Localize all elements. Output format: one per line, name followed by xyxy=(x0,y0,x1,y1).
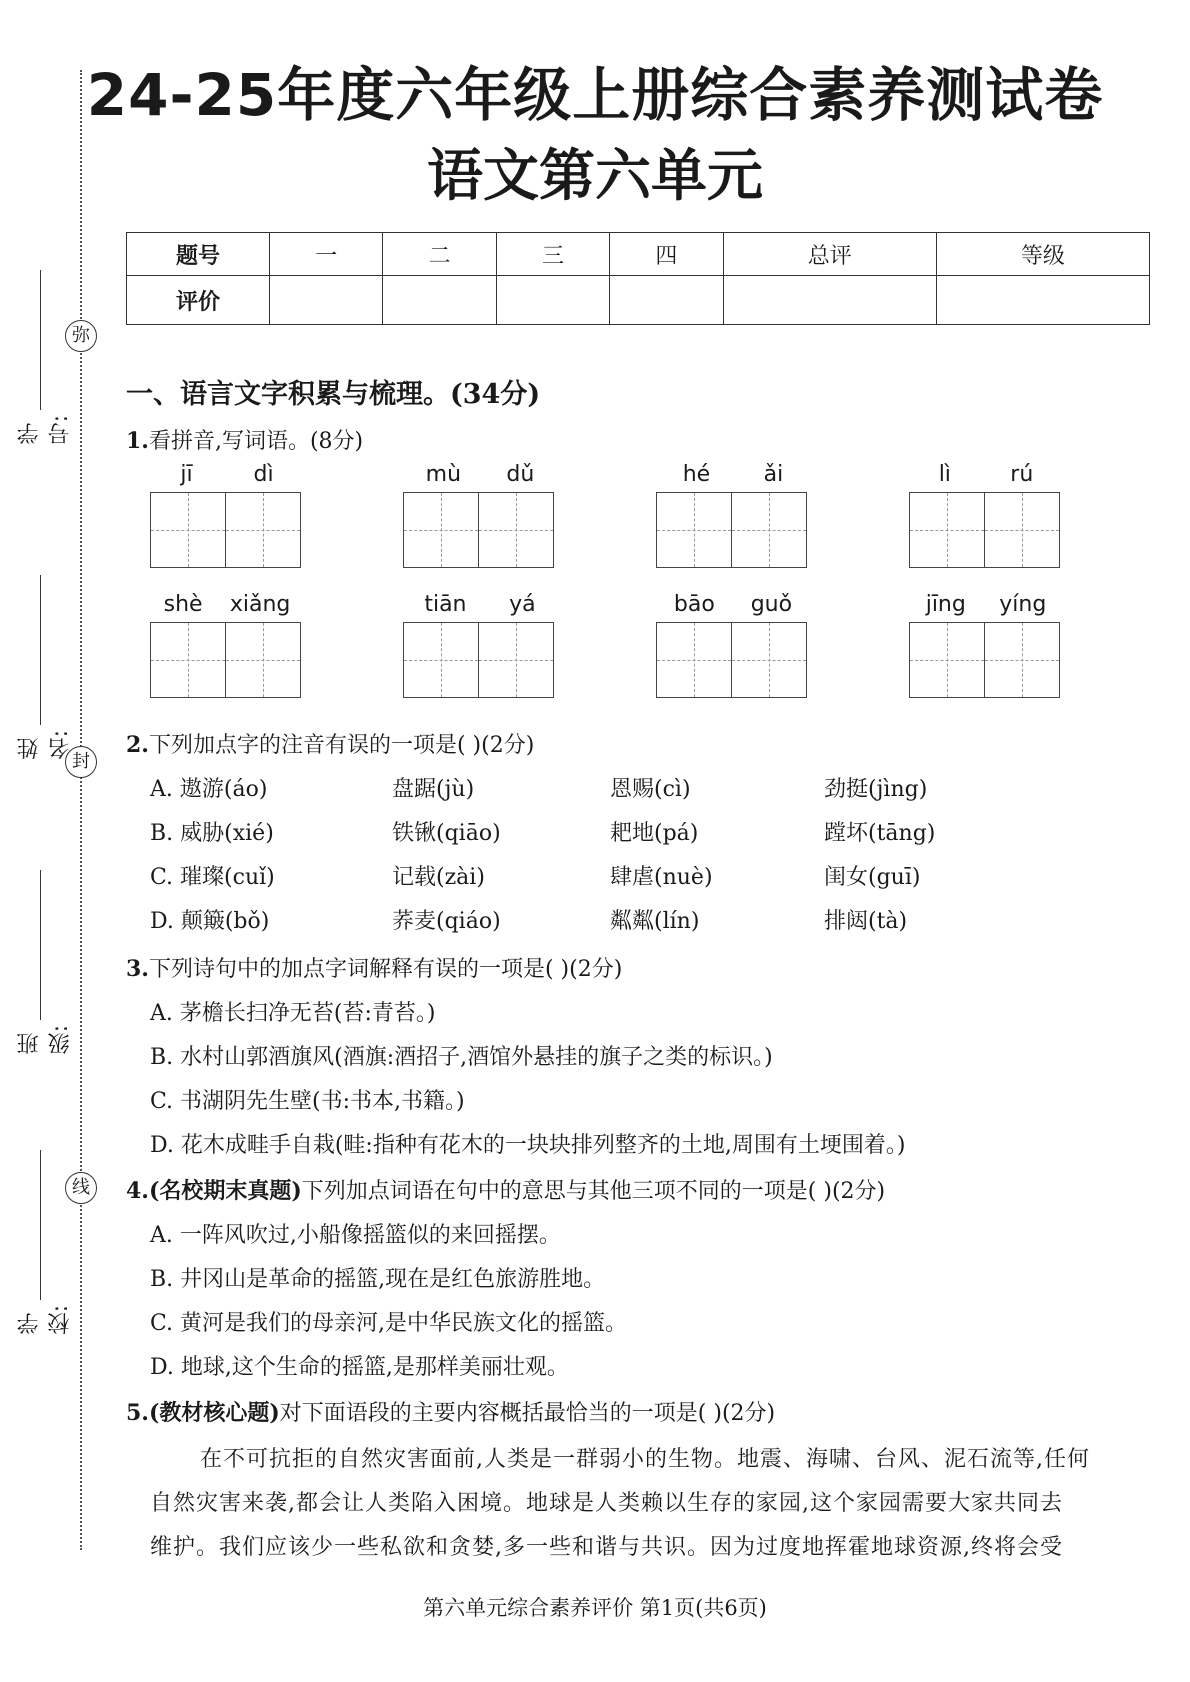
pinyin-word-box[interactable] xyxy=(403,462,557,568)
pinyin-syllable: bāo xyxy=(673,592,715,617)
q4-option[interactable]: C. 黄河是我们的母亲河,是中华民族文化的摇篮。 xyxy=(150,1311,628,1336)
score-cell[interactable] xyxy=(936,276,1149,325)
pinyin-syllable: shè xyxy=(163,592,203,617)
q2-option-item[interactable]: A. 遨游(áo) xyxy=(150,777,268,802)
q2-option-item: 排闼(tà) xyxy=(824,909,908,934)
q3-option[interactable]: C. 书湖阴先生壁(书:书本,书籍。) xyxy=(150,1089,465,1114)
passage-line: 自然灾害来袭,都会让人类陷入困境。地球是人类赖以生存的家园,这个家园需要大家共同去 xyxy=(150,1491,1063,1516)
q3-option[interactable]: D. 花木成畦手自栽(畦:指种有花木的一块块排列整齐的土地,周围有土埂围着。) xyxy=(150,1133,906,1158)
passage-line: 在不可抗拒的自然灾害面前,人类是一群弱小的生物。地震、海啸、台风、泥石流等,任何 xyxy=(200,1447,1090,1472)
row-label: 评价 xyxy=(127,276,270,325)
pinyin-word-box[interactable] xyxy=(150,462,304,568)
pinyin-syllable: yá xyxy=(509,592,536,617)
page-title: 24-25年度六年级上册综合素养测试卷 xyxy=(86,61,1104,129)
writing-cell[interactable] xyxy=(150,492,226,568)
writing-cell[interactable] xyxy=(656,622,732,698)
pinyin-syllable: xiǎng xyxy=(229,592,291,617)
seal-feng: 封 xyxy=(65,746,97,778)
pinyin-word-box[interactable] xyxy=(656,592,810,698)
pinyin-syllable: hé xyxy=(682,462,711,487)
writing-cell[interactable] xyxy=(909,492,985,568)
pinyin-word-box[interactable] xyxy=(909,592,1063,698)
pinyin-syllable: tiān xyxy=(424,592,467,617)
writing-cell[interactable] xyxy=(150,622,226,698)
header-cell: 题号 xyxy=(127,233,270,276)
seal-xian: 线 xyxy=(65,1172,97,1204)
header-cell: 二 xyxy=(383,233,496,276)
writing-cell[interactable] xyxy=(478,492,554,568)
pinyin-syllable: guǒ xyxy=(750,592,793,617)
section-title: 一、语言文字积累与梳理。(34分) xyxy=(126,379,541,410)
q2-option-item[interactable]: B. 威胁(xié) xyxy=(150,821,274,846)
question-1: 1.看拼音,写词语。(8分) xyxy=(126,428,364,454)
pinyin-label xyxy=(656,462,810,492)
pinyin-label xyxy=(403,592,557,622)
pinyin-label xyxy=(150,462,304,492)
header-cell: 总评 xyxy=(723,233,936,276)
pinyin-syllable: mù xyxy=(425,462,462,487)
writing-cell[interactable] xyxy=(984,492,1060,568)
passage-line: 维护。我们应该少一些私欲和贪婪,多一些和谐与共识。因为过度地挥霍地球资源,终将会受 xyxy=(150,1535,1063,1560)
q2-option-item: 铁锹(qiāo) xyxy=(392,821,501,846)
page-subtitle: 语文第六单元 xyxy=(427,144,763,209)
pinyin-label xyxy=(403,462,557,492)
q5-passage xyxy=(150,1438,1150,1570)
pinyin-word-box[interactable] xyxy=(150,592,304,698)
binding-dotted-line xyxy=(80,70,82,1550)
question-4: 4.(名校期末真题)下列加点词语在句中的意思与其他三项不同的一项是( )(2分) xyxy=(126,1178,886,1204)
score-cell[interactable] xyxy=(610,276,723,325)
pinyin-word-box[interactable] xyxy=(909,462,1063,568)
pinyin-label xyxy=(656,592,810,622)
q2-option-item: 荞麦(qiáo) xyxy=(392,909,501,934)
q2-option-item: 恩赐(cì) xyxy=(610,777,691,802)
writing-cell[interactable] xyxy=(656,492,732,568)
score-cell[interactable] xyxy=(383,276,496,325)
writing-cell[interactable] xyxy=(225,492,301,568)
q3-option[interactable]: A. 茅檐长扫净无苔(苔:青苔。) xyxy=(150,1001,436,1026)
pinyin-syllable: jīng xyxy=(925,592,966,617)
writing-cell[interactable] xyxy=(731,492,807,568)
question-3: 3.下列诗句中的加点字词解释有误的一项是( )(2分) xyxy=(126,956,623,982)
pinyin-syllable: yíng xyxy=(999,592,1047,617)
pinyin-word-box[interactable] xyxy=(403,592,557,698)
q2-option-item: 劲挺(jìng) xyxy=(824,777,928,802)
writing-cell[interactable] xyxy=(731,622,807,698)
q2-option-item[interactable]: D. 颠簸(bǒ) xyxy=(150,909,270,934)
header-cell: 四 xyxy=(610,233,723,276)
q2-option-item: 粼粼(lín) xyxy=(610,909,700,934)
question-5: 5.(教材核心题)对下面语段的主要内容概括最恰当的一项是( )(2分) xyxy=(126,1400,776,1426)
pinyin-syllable: ǎi xyxy=(763,462,784,487)
pinyin-word-box[interactable] xyxy=(656,462,810,568)
seal-mi: 弥 xyxy=(65,320,97,352)
q2-option-item: 盘踞(jù) xyxy=(392,777,475,802)
pinyin-syllable: lì xyxy=(938,462,951,487)
header-cell: 一 xyxy=(270,233,383,276)
writing-cell[interactable] xyxy=(909,622,985,698)
q2-option-item[interactable]: C. 璀璨(cuǐ) xyxy=(150,865,275,890)
q4-option[interactable]: A. 一阵风吹过,小船像摇篮似的来回摇摆。 xyxy=(150,1223,561,1248)
q2-option-item: 耙地(pá) xyxy=(610,821,699,846)
score-table-header xyxy=(127,233,1150,276)
q3-option[interactable]: B. 水村山郭酒旗风(酒旗:酒招子,酒馆外悬挂的旗子之类的标识。) xyxy=(150,1045,773,1070)
q4-option[interactable]: D. 地球,这个生命的摇篮,是那样美丽壮观。 xyxy=(150,1355,569,1380)
q2-option-item: 肆虐(nuè) xyxy=(610,865,713,890)
page-footer: 第六单元综合素养评价 第1页(共6页) xyxy=(423,1596,767,1620)
pinyin-syllable: jī xyxy=(180,462,193,487)
writing-cell[interactable] xyxy=(225,622,301,698)
pinyin-label xyxy=(909,592,1063,622)
q4-option[interactable]: B. 井冈山是革命的摇篮,现在是红色旅游胜地。 xyxy=(150,1267,606,1292)
writing-cell[interactable] xyxy=(403,622,479,698)
writing-cell[interactable] xyxy=(984,622,1060,698)
writing-cell[interactable] xyxy=(403,492,479,568)
pinyin-syllable: rú xyxy=(1010,462,1034,487)
q2-option-item: 闺女(guī) xyxy=(824,865,921,890)
q2-option-item: 蹚坏(tāng) xyxy=(824,821,936,846)
writing-cell[interactable] xyxy=(478,622,554,698)
pinyin-syllable: dì xyxy=(253,462,274,487)
pinyin-label xyxy=(150,592,304,622)
score-cell[interactable] xyxy=(496,276,609,325)
question-2: 2.下列加点字的注音有误的一项是( )(2分) xyxy=(126,732,535,758)
header-cell: 等级 xyxy=(936,233,1149,276)
q2-option-item: 记载(zài) xyxy=(392,865,485,890)
header-cell: 三 xyxy=(496,233,609,276)
score-table-row xyxy=(127,276,1150,325)
score-cell[interactable] xyxy=(270,276,383,325)
pinyin-syllable: dǔ xyxy=(506,462,535,487)
pinyin-label xyxy=(909,462,1063,492)
score-table xyxy=(126,232,1150,325)
score-cell[interactable] xyxy=(723,276,936,325)
